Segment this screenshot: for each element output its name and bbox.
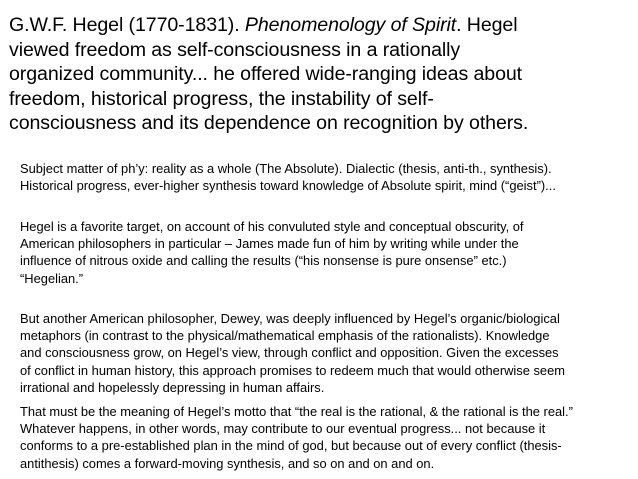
heading-line: viewed freedom as self-consciousness in a rationally: [9, 38, 461, 61]
paragraph-line: conforms to a pre-established plan in the mind of god, but because out of every conflict (thesis-: [20, 438, 562, 454]
paragraph-subject-matter: [20, 160, 638, 194]
heading-author-dates: G.W.F. Hegel (1770-1831).: [9, 14, 245, 36]
paragraph-line: “Hegelian.”: [20, 270, 84, 286]
paragraph-line: Hegel is a favorite target, on account of his convuluted style and conceptual obscurity, of: [20, 219, 524, 234]
heading-line: consciousness and its dependence on recognition by others.: [9, 112, 529, 134]
slide-heading: [9, 13, 635, 136]
paragraph-line: American philosophers in particular – James made fun of him by writing while under the: [20, 236, 519, 252]
heading-line: [9, 13, 635, 38]
paragraph-line: Subject matter of ph’y: reality as a whole (The Absolute). Dialectic (thesis, anti-th., synthesis).: [20, 161, 552, 176]
paragraph-line: But another American philosopher, Dewey, was deeply influenced by Hegel’s organic/biological: [20, 311, 560, 326]
paragraph-line: irrational and hopelessly depressing in human affairs.: [20, 379, 325, 395]
heading-line: organized community... he offered wide-ranging ideas about: [9, 63, 523, 85]
paragraph-favorite-target: [20, 218, 638, 287]
paragraph-line: metaphors (in contrast to the physical/mathematical emphasis of the rationalists). Knowledge: [20, 328, 550, 344]
paragraph-line: influence of nitrous oxide and calling the results (“his nonsense is pure onsense” etc.): [20, 253, 507, 269]
heading-line: freedom, historical progress, the instability of self-: [9, 87, 434, 110]
paragraph-motto: [20, 403, 638, 472]
heading-book-title: Phenomenology of Spirit: [244, 14, 457, 36]
paragraph-dewey: [20, 310, 638, 396]
paragraph-line: of conflict in human history, this approach promises to redeem much that would otherwise seem: [20, 362, 566, 378]
paragraph-line: Whatever happens, in other words, may contribute to our eventual progress... not because it: [20, 421, 546, 437]
paragraph-line: Historical progress, ever-higher synthesis toward knowledge of Absolute spirit, mind (“geist”)...: [20, 178, 556, 194]
paragraph-line: That must be the meaning of Hegel’s motto that “the real is the rational, & the rational is the real.”: [20, 404, 573, 419]
heading-line-tail: . Hegel: [456, 14, 518, 36]
paragraph-line: and consciousness grow, on Hegel’s view, through conflict and opposition. Given the excesses: [20, 345, 559, 361]
paragraph-line: antithesis) comes a forward-moving synthesis, and so on and on and on.: [20, 455, 435, 471]
